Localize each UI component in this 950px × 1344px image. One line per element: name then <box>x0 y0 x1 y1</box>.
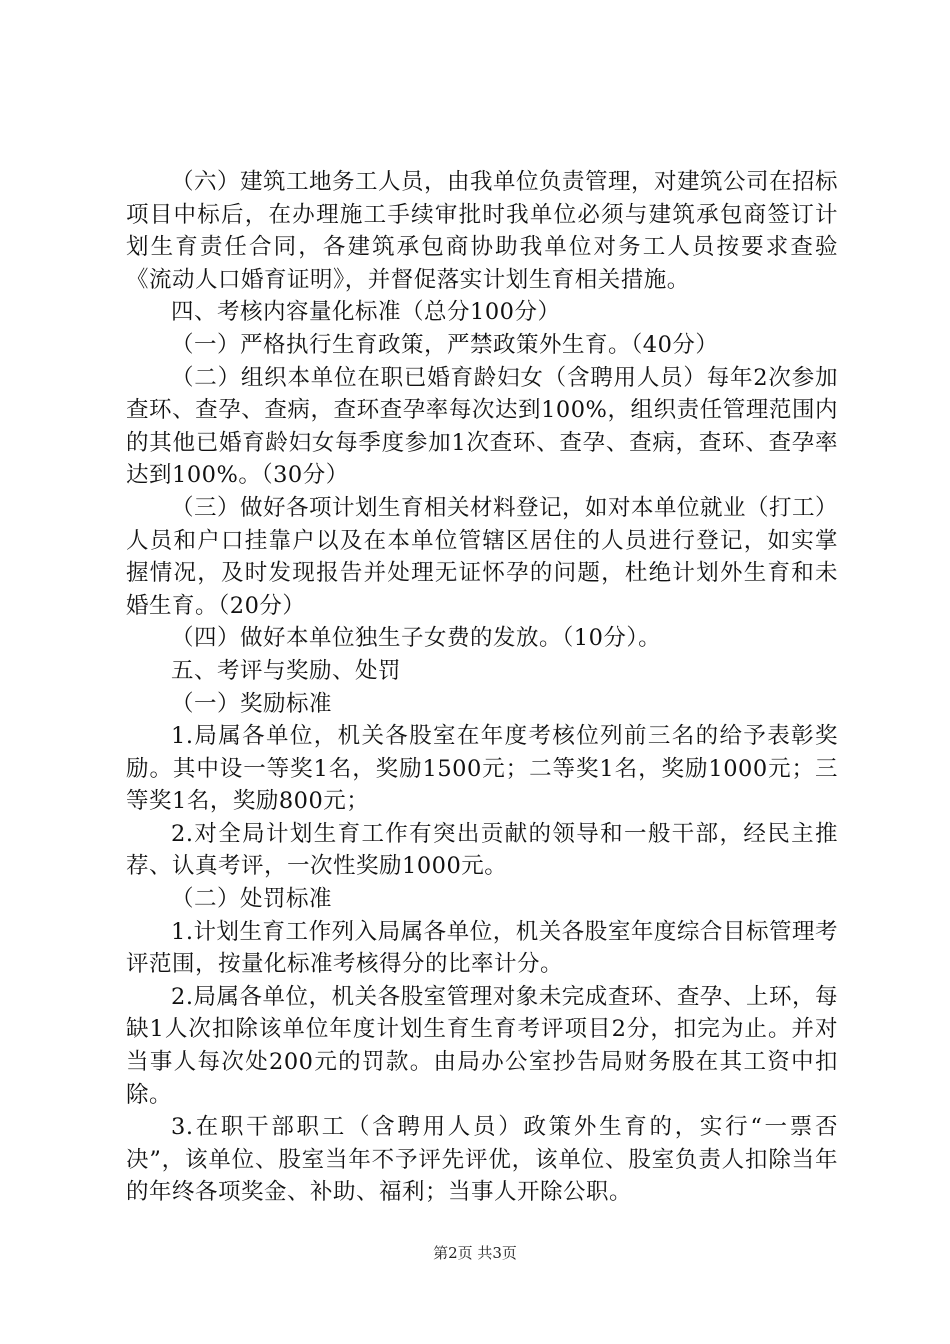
section-heading-assessment-standards: 四、考核内容量化标准（总分100分） <box>171 299 561 326</box>
subheading-penalty-standards: （二）处罚标准 <box>171 886 333 913</box>
item-policy-compliance: （一）严格执行生育政策，严禁政策外生育。（40分） <box>171 331 719 358</box>
penalty-item-1: 1.计划生育工作列入局属各单位，机关各股室年度综合目标管理考评范围，按量化标准考核得分的比率计分。 <box>126 918 838 978</box>
document-body <box>126 166 838 1209</box>
item-registration: （三）做好各项计划生育相关材料登记，如对本单位就业（打工）人员和户口挂靠户以及在本单位管辖区居住的人员进行登记，如实掌握情况，及时发现报告并处理无证怀孕的问题，杜绝计划外生育和未婚生育。（20分） <box>126 494 839 619</box>
item-only-child-fee: （四）做好本单位独生子女费的发放。（10分）。 <box>171 625 662 652</box>
reward-item-2: 2.对全局计划生育工作有突出贡献的领导和一般干部，经民主推荐、认真考评，一次性奖励1000元。 <box>126 820 838 880</box>
penalty-item-3: 3.在职干部职工（含聘用人员）政策外生育的，实行“一票否决”，该单位、股室当年不予评先评优，该单位、股室负责人扣除当年的年终各项奖金、补助、福利；当事人开除公职。 <box>126 1114 838 1206</box>
subheading-reward-standards: （一）奖励标准 <box>171 690 333 717</box>
page-number-footer: 第2页 共3页 <box>433 1244 517 1262</box>
penalty-item-2: 2.局属各单位，机关各股室管理对象未完成查环、查孕、上环，每缺1人次扣除该单位年度计划生育生育考评项目2分，扣完为止。并对当事人每次处200元的罚款。由局办公室抄告局财务股在其工资中扣除。 <box>126 983 838 1108</box>
section-heading-rewards-penalties: 五、考评与奖励、处罚 <box>171 657 402 684</box>
item-medical-checks: （二）组织本单位在职已婚育龄妇女（含聘用人员）每年2次参加查环、查孕、查病，查环查孕率每次达到100%，组织责任管理范围内的其他已婚育龄妇女每季度参加1次查环、查孕、查病，查环、查孕率达到100%。（30分） <box>126 364 838 489</box>
reward-item-1: 1.局属各单位，机关各股室在年度考核位列前三名的给予表彰奖励。其中设一等奖1名，奖励1500元；二等奖1名，奖励1000元；三等奖1名，奖励800元； <box>126 723 838 815</box>
paragraph-construction-workers: （六）建筑工地务工人员，由我单位负责管理，对建筑公司在招标项目中标后，在办理施工手续审批时我单位必须与建筑承包商签订计划生育责任合同，各建筑承包商协助我单位对务工人员按要求查验《流动人口婚育证明》，并督促落实计划生育相关措施。 <box>126 169 839 293</box>
